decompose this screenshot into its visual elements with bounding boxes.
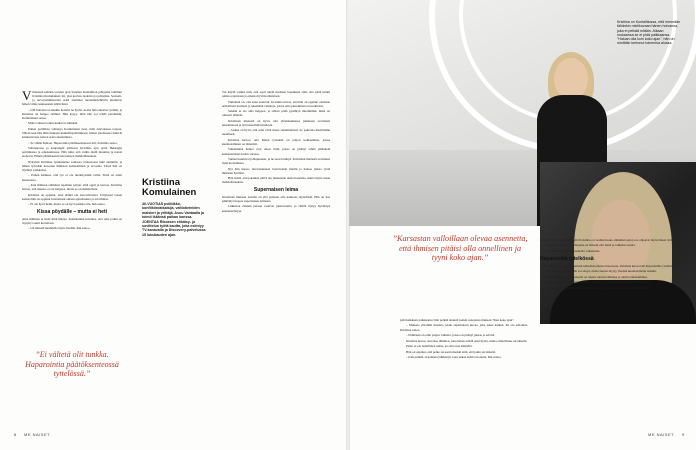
paragraph: – Ei ole hyvä hetki, mutta se on hyvä paikka olla, hän sanoo.	[28, 202, 106, 207]
sidebar-bio: 46-VUOTIAS poliitikko, konfliktinratkaisija, valtiotieteiden maisteri ja yrittäjä. Asuu Vantaalla ja toimii ikäänsä paikan kanssa. JOENTAA Rikoksen ehkäisy- ja sovittelun työtä kautta, joka esiintyy TV-kanavalla ja Discovery-palvelussa 15 lukukauden ajan.	[142, 202, 206, 237]
drop-cap: V	[22, 88, 32, 103]
paragraph: Kristiina kokee, että johtajana on tärkeää olla läsnä ja rohkaista muita.	[546, 243, 636, 248]
page-number-right: 9	[682, 432, 685, 437]
paragraph: Aina ihminen ei tiedä mitä haluaa. Komulainen kuvailee, että oma polku on löytynyt askel kerrallaan.	[22, 216, 122, 225]
paragraph: pidä kaikkaan paikkaansa: hän pelkää ainakin jonkin sanojensa mukaan "ihan koko ajan".	[400, 318, 515, 322]
paragraph: Liikkuvat elämän palaset vaativat joustavuutta, ja välillä täytyy hyväksyä keskeneräisyys.	[222, 204, 330, 213]
paragraph: – Elämässä on ollut paljon vaiheita, joissa on pitänyt jaksaa ja selvitä.	[406, 333, 495, 338]
magazine-name-right: ME NAISET	[648, 432, 675, 437]
left-column-1	[22, 90, 122, 232]
paragraph: – Ihminen kasvaa kohtaamalla vaikeuksia.	[546, 248, 601, 253]
paragraph: – Minusta yritetään maalata jotain supernaisen kuvaa, joka tekee kaiken. En ole sellainen, Kristiina sanoo.	[400, 323, 528, 332]
page-number-left: 8	[14, 432, 17, 437]
paragraph: Valtuustossa ja kaupungin johdossa Kristiina ajoi työtä Helsingin politiikassa ja eduskunnassa. Hän näki, että vanha malli muuttuu ja naiset etenevät. Hänen päätöksensä tuki naisten mahdollisuuksia.	[22, 146, 122, 159]
photo-caption: Kristiina on Kuntaliitossa, että mennään tähänkin mielikuvaan hänen hoivanna, joka ei pelkää mitään. Aikaan mukaansa se ei pidä paikkaansa. "Haluan olla kuin koko ajan", hän on nimittäin kertonut toimensa alussa.	[617, 20, 681, 46]
paragraph: Sekään ei ole aina helppoa, ja silloin pitää pysähtyä miettimään, mikä on oikeasti tärkeää.	[222, 109, 330, 118]
paragraph: Perhearvoja ja yhteisöllisyyttä Kristiina on vaalinut koko elämänsä ajan ja ne ohjaavat myös hänen työtään.	[540, 238, 678, 242]
paragraph: Kristiinan mukaan naisilla on yhä paineita olla kaikessa täydellisiä. Hän on itse päättänyt luopua supernaisen leimasta.	[222, 194, 330, 203]
paragraph: Kristiina on oppinut, ettei elämä ole suoraviivaista. Erityisesti lasten kanssa hän on oppinut luottamaan omaan ajatteluunsa ja arvoihinsa.	[22, 192, 122, 201]
paragraph: Hän tietää, että jokainen päivä tuo mukanaan uusia haasteita, mutta myös uusia mahdollisuuksia.	[222, 176, 330, 185]
magazine-name-left: ME NAISET	[24, 432, 51, 437]
right-column-1	[400, 318, 528, 360]
pull-quote-text: ”Ei vältetä olit tunkka. Haparointia päätöksenteossä tyttelössä.”	[25, 350, 119, 378]
paragraph: – Joskus on hyvä, että asiat eivät mene suunnitellusti. Se pakottaa miettimään uudelleen.	[222, 128, 330, 137]
paragraph: Hän on oppinut, että pelko on usein merkki siitä, että jokin on tärkeää.	[406, 349, 496, 354]
paragraph: – Olli hoitaisi tai ainakin hoitaisi ne hyvin, koska hän rakastaa työtään, ja Kristiina on helppo esimies. Hän kysyy, mitä hän voi tehdä paremmin, Komulainen sanoo.	[22, 107, 122, 120]
paragraph: Usein ihminen joutuu kulkemaan tuntemattomassa maastossa. Kristiina kuvaa tätä haparointina ryteikössä.	[540, 263, 677, 268]
paragraph: Hän tietää, että matkalla voi eksyä, mutta suunta löytyy yleensä kuuntelemalla itseään.	[546, 269, 657, 274]
paragraph: – Ennen kaikkea, että työ ei ole merkitystään vailla. Siinä on omat haasteensa.	[22, 173, 122, 182]
right-column-2	[540, 238, 680, 291]
paragraph: Tärkeintä on, että asiat etenevät. Kristiina kuvaa, että hän on oppinut olemaan armollinen itselleen ja tekemään valintoja, joissa oma jaksaminen on keskiössä.	[222, 99, 330, 108]
person-head	[554, 58, 588, 100]
paragraph: Ennen poliittisia valintoja Komulainen tiesi, mitä tulevaisuus tarjoaa. Silloin kun hän lähti mukaan kunnallispolitiikkaan, hänen puolisonsa näkivät kannustavana naisen uran rakentamista.	[22, 126, 122, 140]
paragraph: Kristiina kertoo olevansa ihminen, joka haluaa tehdä asiat hyvin, mutta armollisuus on tärkeää.	[406, 338, 528, 343]
section-heading: Haparointia ryteikössä	[540, 256, 594, 263]
paragraph: iimeisen kahden vuoden ajan Suomen Kuntaliiton johtajana toiminut Kristiina Komulainen, 46, yksi kovista tiedoista ja johtajista. Sosiaali- ja terveysministeriön eräät aiemmat luottamustehtävät kuuluivat hänen viime kuukausien tehtäviinsä.	[22, 90, 122, 107]
paragraph: – Kun pelkää, ei kannata jähmettyä vaan jatkaa kohti tavoitetta, hän sanoo.	[406, 355, 502, 359]
paragraph: Tunteet kuuluvat johtajuuteen, ja ne saavat näkyä. Kristiinan mielestä avoimuus lisää luottamusta.	[222, 157, 330, 166]
pull-quote-left	[22, 350, 122, 379]
paragraph: Kristiina kertoo, että hänen työssään on paljon kohtaamisia, joissa kuunteleminen on tärkeintä.	[222, 137, 330, 146]
paragraph: Nykyisin Kristiina työskentelee samassa verkostossa kuin aiemmin, ja hänen työssään korostuu ihmisten kohtaaminen ja arvostus. Tässä hän on löytänyt paikkansa.	[22, 159, 122, 172]
paragraph: – Se vähän haittasi. Haparointia päätöksentekoon tuli, Kristiina sanoo.	[28, 140, 118, 145]
paragraph: – Kun ihmisen elämässä tapahtuu paljon, siitä oppii ja kasvaa. Kristiina kertoo, että muutos ei ole helppoa, mutta se on mahdollista.	[22, 183, 122, 192]
paragraph: Kristiinan mielestä on hyvä, että yhteiskunnassa puhutaan avoimesti jaksamisesta ja työn kuormittavuudesta.	[222, 118, 330, 127]
left-column-2	[222, 90, 330, 214]
paragraph: Vaikeimmat hetket ovat olleet niitä, joissa on pitänyt tehdä päätöksiä keskeneräisen tiedon varassa.	[222, 147, 330, 156]
paragraph: Mutta valkeat tontut kuuluvat elämään.	[28, 121, 79, 126]
paragraph: Nyt hän katsoo tulevaisuuteen luottavaisin mielin ja haluaa jatkaa työtä ihmisten hyväksi.	[222, 166, 330, 175]
paragraph: Kristiinan mielestä jokaisella on oikeus omaan tahtiinsa ja omiin ratkaisuihinsa.	[546, 274, 648, 279]
pull-quote-text: ”Karsastan valloillaan olevaa asennetta, että ihmisen pitäisi olla onnellinen ja tyyni koko ajan.”	[392, 234, 528, 262]
section-heading: Supernaisen leima	[253, 187, 299, 194]
pull-quote-right	[390, 234, 530, 263]
paragraph: Tulevaisuus näyttää Kristiinalle valoisalta, ja hän odottaa uusia mahdollisuuksia.	[546, 285, 649, 290]
paragraph: Voi käydä vaikka niin, että sopii tehdä itselleen lupauksen siitä, että pitää kiinni omista rajoistaan ja omasta hyvinvoinnistaan.	[222, 90, 330, 99]
paragraph: – On tärkeää kuunnella myös itseään, hän sanoo.	[28, 226, 91, 231]
sidebar-title: Kristiina Komulainen	[142, 177, 197, 198]
paragraph: Pelko ei ole haitallinen tunne, jos sitä osaa käsitellä.	[406, 344, 473, 349]
paragraph: Välillä on hyvä pysähtyä ja katsoa taaksepäin, jotta näkee kuinka pitkälle on tultu.	[546, 280, 651, 285]
section-heading: Kissa pöydälle – mutta ei heti	[36, 209, 108, 216]
